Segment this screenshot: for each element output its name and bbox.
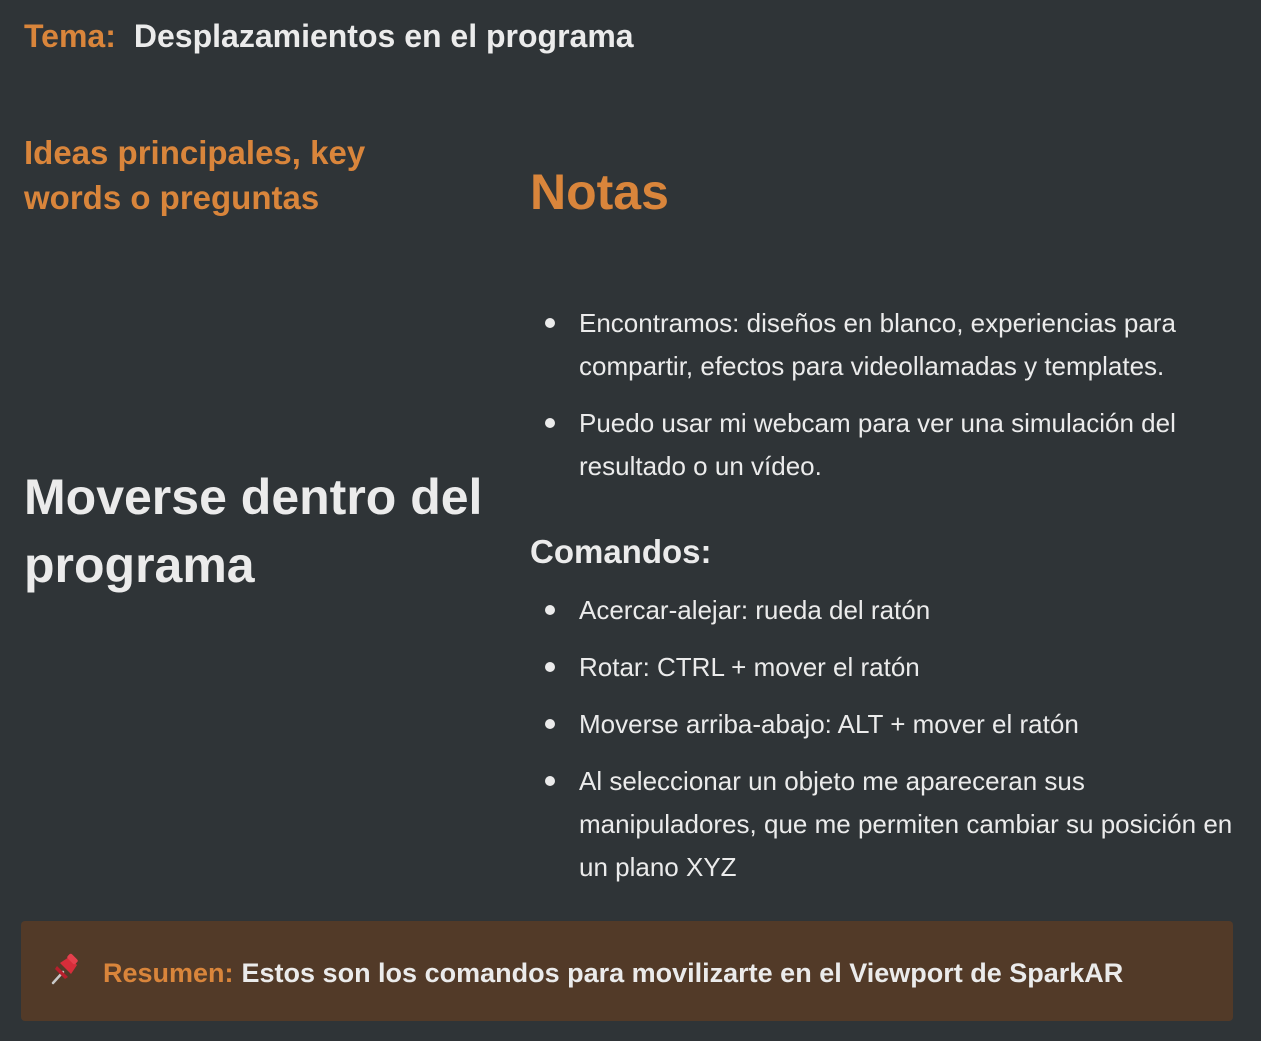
bullet-icon [545, 318, 555, 328]
pushpin-icon [47, 953, 81, 987]
command-text: Rotar: CTRL + mover el ratón [579, 652, 920, 682]
list-item [545, 589, 1235, 632]
notes-list [545, 302, 1235, 502]
bullet-icon [545, 605, 555, 615]
topic-title: Desplazamientos en el programa [133, 18, 634, 54]
note-text: Encontramos: diseños en blanco, experiencias para compartir, efectos para videollamadas y templates. [579, 308, 1176, 381]
commands-heading: Comandos: [530, 533, 712, 570]
list-item [545, 760, 1235, 889]
topic-label: Tema: [24, 18, 116, 54]
main-idea: Moverse dentro del programa [24, 469, 483, 593]
list-item [545, 646, 1235, 689]
command-text: Moverse arriba-abajo: ALT + mover el ratón [579, 709, 1079, 739]
summary-label: Resumen: [103, 958, 234, 988]
bullet-icon [545, 776, 555, 786]
summary-callout [21, 921, 1233, 1021]
bullet-icon [545, 719, 555, 729]
command-text: Acercar-alejar: rueda del ratón [579, 595, 931, 625]
note-text: Puedo usar mi webcam para ver una simulación del resultado o un vídeo. [579, 408, 1176, 481]
notes-title: Notas [530, 164, 669, 220]
topic-line [24, 18, 634, 55]
bullet-icon [545, 418, 555, 428]
list-item [545, 703, 1235, 746]
list-item [545, 302, 1235, 388]
list-item [545, 402, 1235, 488]
bullet-icon [545, 662, 555, 672]
commands-list [545, 589, 1235, 903]
summary-text-line [103, 953, 1123, 993]
command-text: Al seleccionar un objeto me apareceran sus manipuladores, que me permiten cambiar su posición en un plano XYZ [579, 766, 1233, 882]
key-ideas-heading: Ideas principales, key words o preguntas [24, 134, 366, 216]
summary-text: Estos son los comandos para movilizarte en el Viewport de SparkAR [241, 958, 1124, 988]
